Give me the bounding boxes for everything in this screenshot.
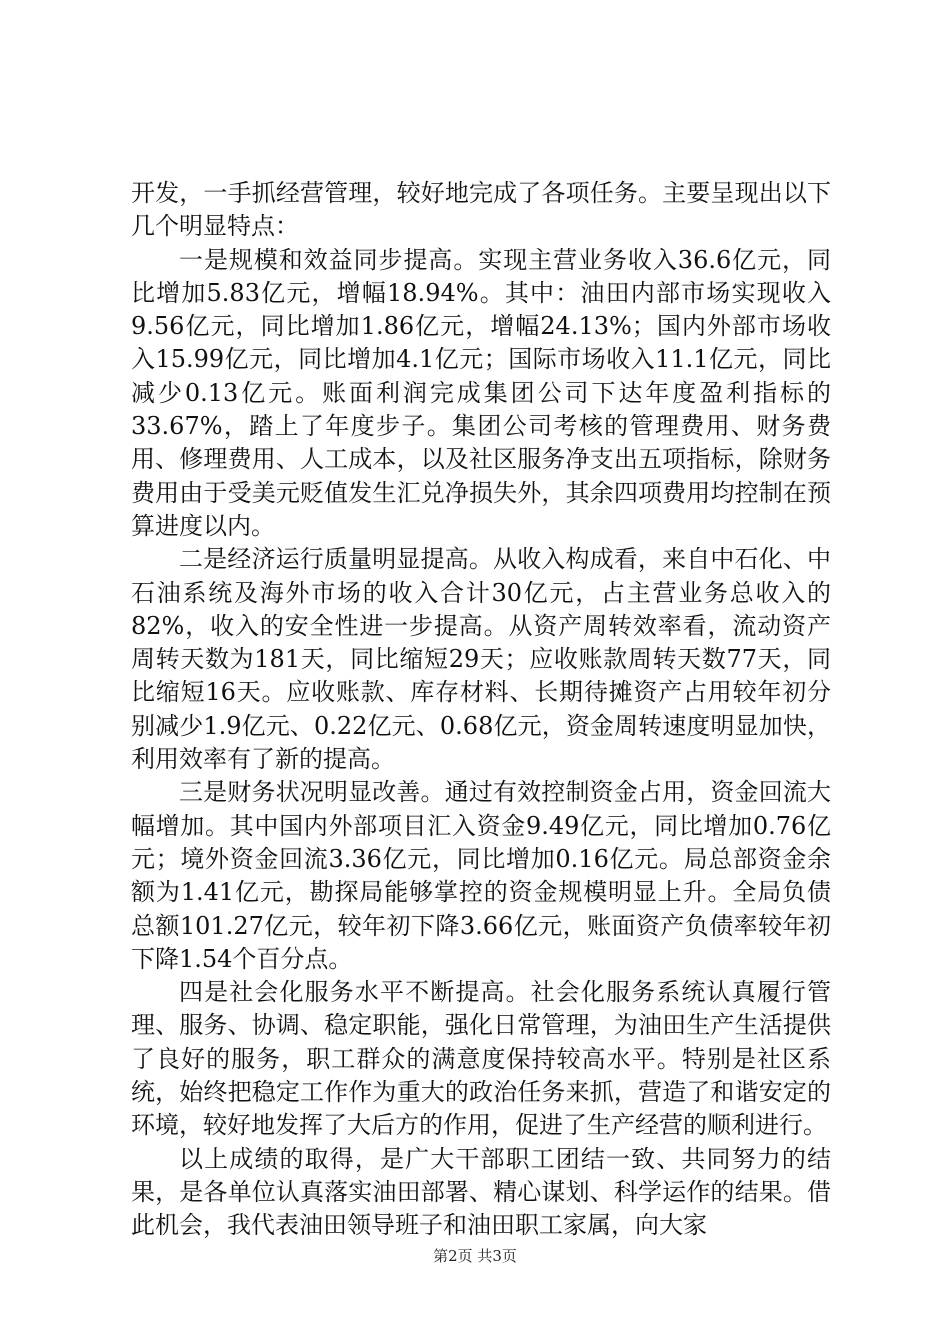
paragraph-social-service: 四是社会化服务水平不断提高。社会化服务系统认真履行管理、服务、协调、稳定职能，强化日常管理，为油田生产生活提供了良好的服务，职工群众的满意度保持较高水平。特别是社区系统，始终把稳定工作作为重大的政治任务来抓，营造了和谐安定的环境，较好地发挥了大后方的作用，促进了生产经营的顺利进行。 [131,978,831,1140]
body-text [131,177,831,1243]
paragraph-financial-status: 三是财务状况明显改善。通过有效控制资金占用，资金回流大幅增加。其中国内外部项目汇入资金9.49亿元，同比增加0.76亿元；境外资金回流3.36亿元，同比增加0.16亿元。局总部资金余额为1.41亿元，勘探局能够掌控的资金规模明显上升。全局负债总额101.27亿元，较年初下降3.66亿元，账面资产负债率较年初下降1.54个百分点。 [131,778,831,973]
paragraph-continued: 开发，一手抓经营管理，较好地完成了各项任务。主要呈现出以下几个明显特点： [131,179,831,241]
paragraph-achievements: 以上成绩的取得，是广大干部职工团结一致、共同努力的结果，是各单位认真落实油田部署、精心谋划、科学运作的结果。借此机会，我代表油田领导班子和油田职工家属，向大家 [131,1144,831,1240]
paragraph-operation-quality: 二是经济运行质量明显提高。从收入构成看，来自中石化、中石油系统及海外市场的收入合计30亿元，占主营业务总收入的82%，收入的安全性进一步提高。从资产周转效率看，流动资产周转天数为181天，同比缩短29天；应收账款周转天数77天，同比缩短16天。应收账款、库存材料、长期待摊资产占用较年初分别减少1.9亿元、0.22亿元、0.68亿元，资金周转速度明显加快，利用效率有了新的提高。 [131,545,831,774]
paragraph-scale-and-profit: 一是规模和效益同步提高。实现主营业务收入36.6亿元，同比增加5.83亿元，增幅18.94%。其中：油田内部市场实现收入9.56亿元，同比增加1.86亿元，增幅24.13%；国内外部市场收入15.99亿元，同比增加4.1亿元；国际市场收入11.1亿元，同比减少0.13亿元。账面利润完成集团公司下达年度盈利指标的33.67%，踏上了年度步子。集团公司考核的管理费用、财务费用、修理费用、人工成本，以及社区服务净支出五项指标，除财务费用由于受美元贬值发生汇兑净损失外，其余四项费用均控制在预算进度以内。 [131,245,831,540]
page-footer: 第2页 共3页 [433,1247,517,1265]
